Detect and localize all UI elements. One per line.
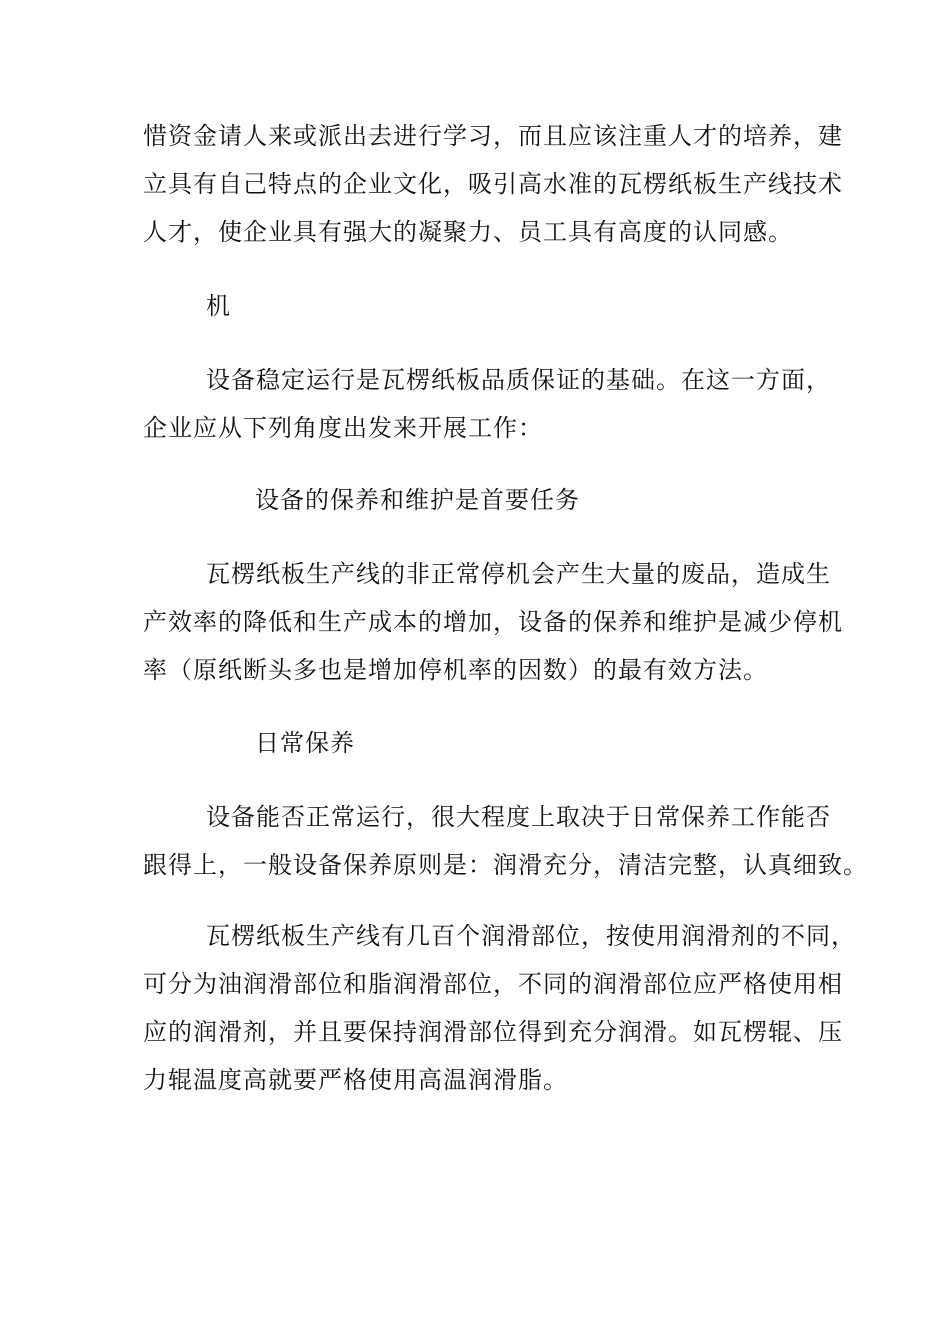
paragraph-lubrication [143, 912, 856, 1104]
paragraph-equipment-stability [143, 356, 831, 452]
text-line: 产效率的降低和生产成本的增加，设备的保养和维护是减少停机 [143, 608, 843, 636]
text-line: 跟得上，一般设备保养原则是：润滑充分，清洁完整，认真细致。 [143, 851, 868, 879]
paragraph-maintenance-principles [143, 793, 868, 889]
text-line: 瓦楞纸板生产线有几百个润滑部位，按使用润滑剂的不同， [206, 922, 856, 950]
text-line: 应的润滑剂，并且要保持润滑部位得到充分润滑。如瓦楞辊、压 [143, 1018, 843, 1046]
paragraph-downtime [143, 550, 843, 694]
text-line: 设备稳定运行是瓦楞纸板品质保证的基础。在这一方面， [206, 366, 831, 394]
heading-text: 机 [206, 292, 231, 320]
heading-text: 日常保养 [255, 729, 355, 757]
text-line: 率（原纸断头多也是增加停机率的因数）的最有效方法。 [143, 656, 768, 684]
paragraph-talent-culture [143, 112, 843, 256]
text-line: 力辊温度高就要严格使用高温润滑脂。 [143, 1066, 568, 1094]
text-line: 企业应从下列角度出发来开展工作： [143, 414, 543, 442]
text-line: 人才，使企业具有强大的凝聚力、员工具有高度的认同感。 [143, 218, 793, 246]
text-line: 惜资金请人来或派出去进行学习，而且应该注重人才的培养，建 [143, 122, 843, 150]
text-line: 设备能否正常运行，很大程度上取决于日常保养工作能否 [206, 803, 831, 831]
text-line: 可分为油润滑部位和脂润滑部位，不同的润滑部位应严格使用相 [143, 970, 843, 998]
subheading-daily-maintenance [143, 719, 808, 767]
text-line: 瓦楞纸板生产线的非正常停机会产生大量的废品，造成生 [206, 560, 831, 588]
heading-text: 设备的保养和维护是首要任务 [255, 486, 580, 514]
section-heading-machine [143, 282, 808, 330]
text-line: 立具有自己特点的企业文化，吸引高水准的瓦楞纸板生产线技术 [143, 170, 843, 198]
subheading-maintenance-priority [143, 476, 808, 524]
